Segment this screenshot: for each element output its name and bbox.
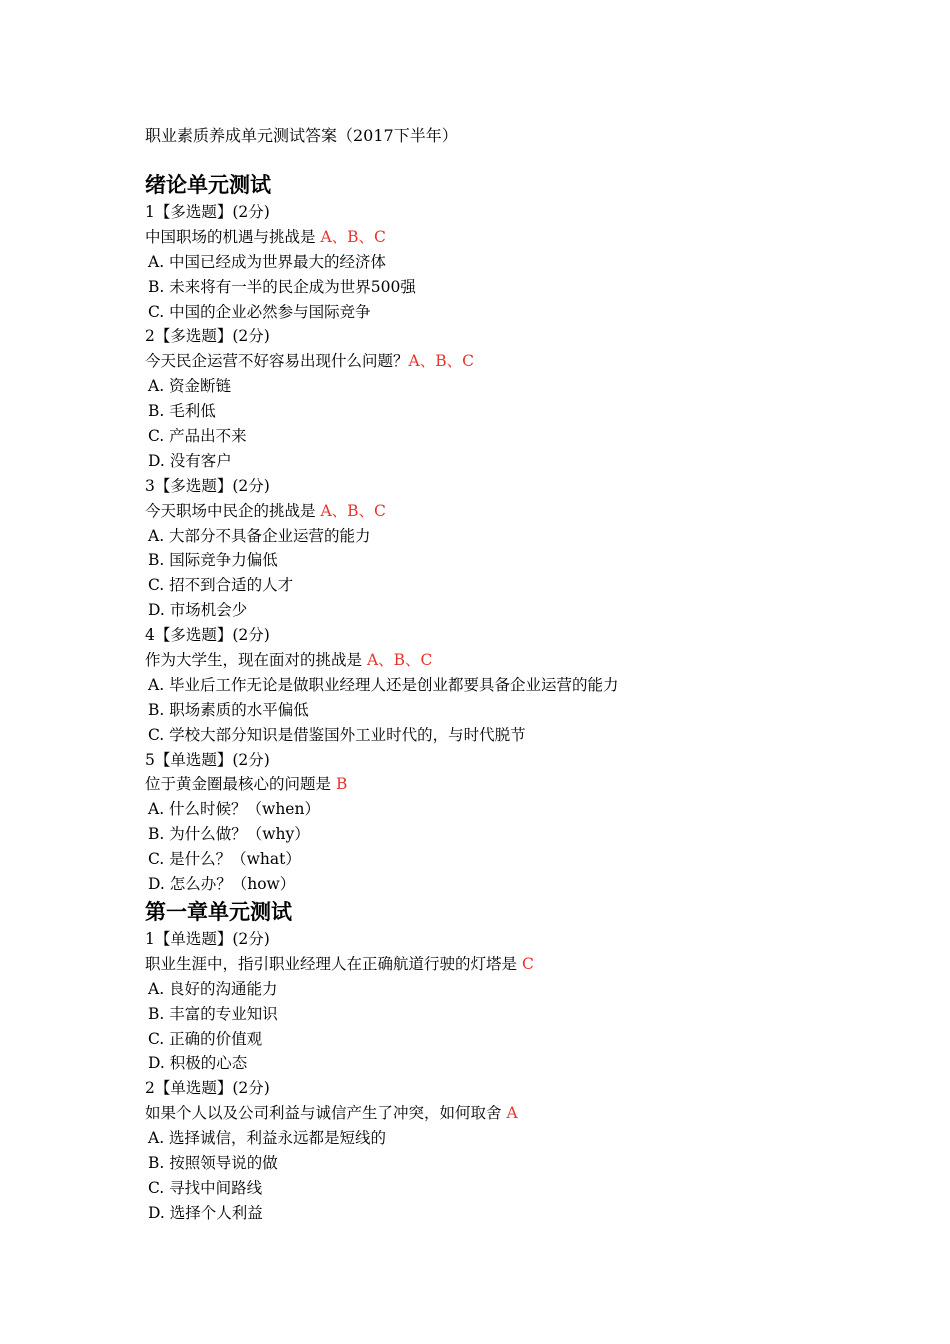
answer-option: C. 寻找中间路线 <box>148 1178 263 1197</box>
answer-option: C. 学校大部分知识是借鉴国外工业时代的，与时代脱节 <box>148 725 526 744</box>
question-answer: A、B、C <box>408 352 474 371</box>
section-1 <box>145 170 905 897</box>
answer-option: D. 怎么办？（how） <box>148 875 296 894</box>
answer-option: A. 选择诚信，利益永远都是短线的 <box>148 1129 387 1148</box>
question-stem: 位于黄金圈最核心的问题是 <box>145 775 336 794</box>
question-stem: 职业生涯中，指引职业经理人在正确航道行驶的灯塔是 <box>145 954 522 973</box>
answer-option: B. 毛利低 <box>148 402 216 421</box>
question-answer: C <box>521 954 534 973</box>
question-answer: A <box>506 1104 518 1123</box>
question-stem: 今天民企运营不好容易出现什么问题？ <box>145 352 409 371</box>
question-answer: A、B、C <box>320 501 386 520</box>
answer-option: B. 为什么做？（why） <box>148 825 310 844</box>
document-content <box>145 170 905 1226</box>
question-stem: 中国职场的机遇与挑战是 <box>145 227 321 246</box>
answer-option: A. 中国已经成为世界最大的经济体 <box>148 252 387 271</box>
question-text <box>145 648 905 673</box>
answer-option: A. 毕业后工作无论是做职业经理人还是创业都要具备企业运营的能力 <box>148 675 619 694</box>
question-text <box>145 772 905 797</box>
question-text <box>145 952 905 977</box>
answer-option: D. 市场机会少 <box>148 601 248 620</box>
answer-option: D. 积极的心态 <box>148 1054 248 1073</box>
question-answer: B <box>335 775 348 794</box>
question-1-5 <box>145 748 905 897</box>
question-1-2 <box>145 324 905 473</box>
answer-option: B. 职场素质的水平偏低 <box>148 700 309 719</box>
question-meta: 2【多选题】(2分) <box>145 327 270 346</box>
document-title: 职业素质养成单元测试答案（2017下半年） <box>145 126 458 145</box>
question-1-3 <box>145 474 905 623</box>
question-text <box>145 349 905 374</box>
question-meta: 3【多选题】(2分) <box>145 476 270 495</box>
answer-option: C. 中国的企业必然参与国际竞争 <box>148 302 371 321</box>
question-text <box>145 499 905 524</box>
question-meta: 1【单选题】(2分) <box>145 929 270 948</box>
answer-option: A. 资金断链 <box>148 377 232 396</box>
question-meta: 2【单选题】(2分) <box>145 1079 270 1098</box>
answer-option: D. 选择个人利益 <box>148 1203 263 1222</box>
answer-option: C. 正确的价值观 <box>148 1029 263 1048</box>
question-text <box>145 1101 905 1126</box>
answer-option: C. 产品出不来 <box>148 427 247 446</box>
section-title: 第一章单元测试 <box>145 898 292 924</box>
answer-option: B. 丰富的专业知识 <box>148 1004 278 1023</box>
question-1-1 <box>145 200 905 324</box>
question-stem: 今天职场中民企的挑战是 <box>145 501 321 520</box>
section-2 <box>145 897 905 1226</box>
question-2-1 <box>145 927 905 1076</box>
answer-option: B. 国际竞争力偏低 <box>148 551 278 570</box>
answer-option: C. 是什么？（what） <box>148 850 301 869</box>
answer-option: B. 按照领导说的做 <box>148 1153 278 1172</box>
answer-option: B. 未来将有一半的民企成为世界500强 <box>148 277 416 296</box>
question-2-2 <box>145 1076 905 1225</box>
question-meta: 1【多选题】(2分) <box>145 203 270 221</box>
section-title: 绪论单元测试 <box>145 172 271 197</box>
question-1-4 <box>145 623 905 747</box>
question-answer: A、B、C <box>366 651 433 670</box>
question-meta: 4【多选题】(2分) <box>145 626 270 645</box>
answer-option: A. 大部分不具备企业运营的能力 <box>148 526 371 545</box>
answer-option: D. 没有客户 <box>148 451 232 470</box>
question-stem: 如果个人以及公司利益与诚信产生了冲突，如何取舍 <box>145 1104 507 1123</box>
question-stem: 作为大学生，现在面对的挑战是 <box>145 651 367 670</box>
answer-option: A. 良好的沟通能力 <box>148 979 278 998</box>
question-answer: A、B、C <box>320 227 386 246</box>
answer-option: A. 什么时候？（when） <box>148 800 320 819</box>
question-meta: 5【单选题】(2分) <box>145 750 270 769</box>
question-text <box>145 225 905 250</box>
answer-option: C. 招不到合适的人才 <box>148 576 294 595</box>
